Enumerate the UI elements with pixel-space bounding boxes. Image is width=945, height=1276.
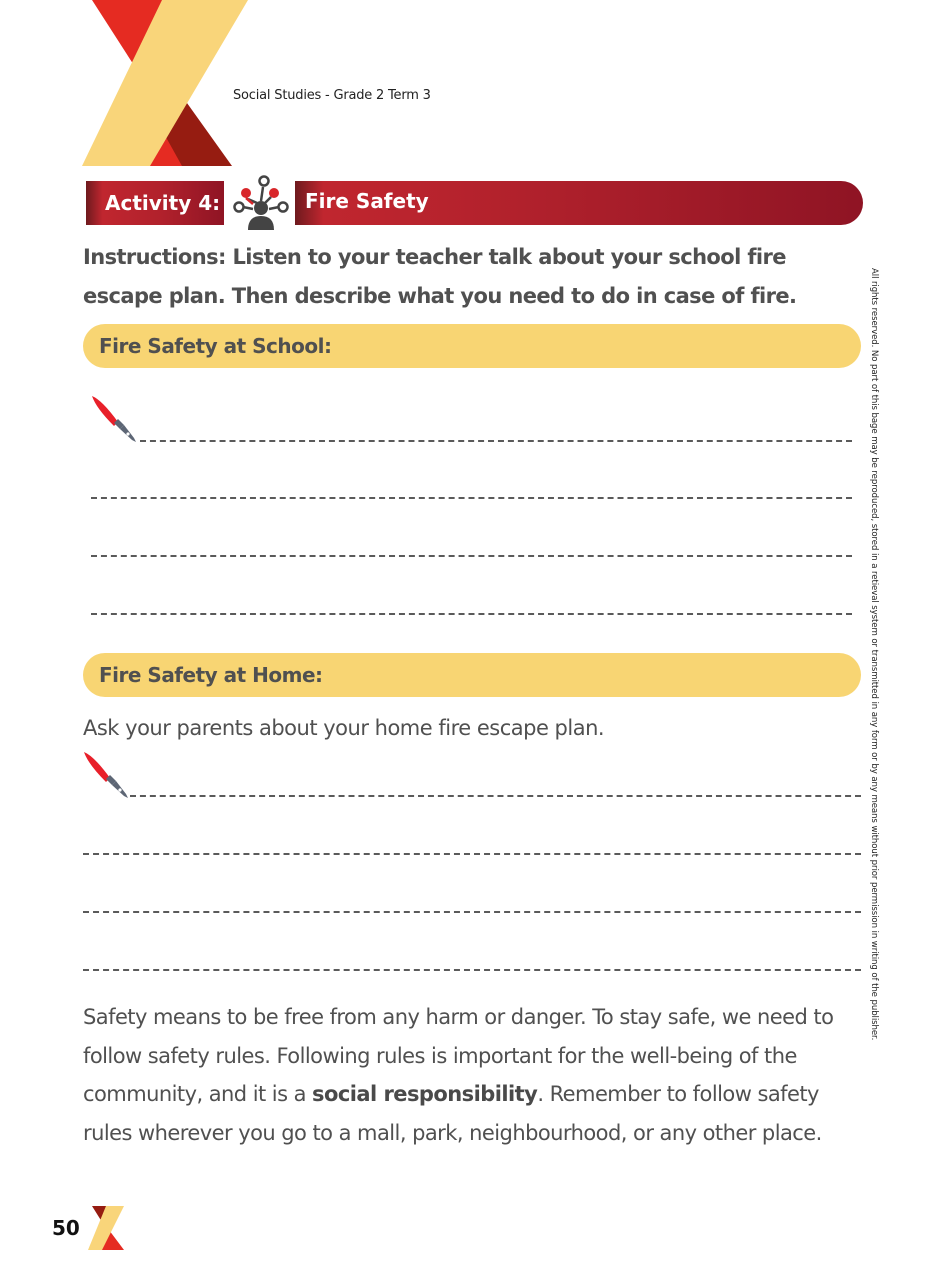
answer-line[interactable] (83, 969, 861, 971)
pen-icon (80, 748, 132, 800)
pen-icon (88, 392, 140, 444)
activity-title: Fire Safety (295, 181, 863, 225)
answer-line[interactable] (83, 911, 861, 913)
answer-line[interactable] (83, 853, 861, 855)
answer-line[interactable] (91, 613, 852, 615)
answer-line[interactable] (140, 440, 852, 442)
answer-line[interactable] (91, 497, 852, 499)
copyright-notice: All rights reserved. No part of this bage may be reproduced, stored in a retieval system or transmitted in any form or by any means without prior permission in writing of the publisher. (869, 268, 879, 1041)
bold-term: social responsibility (312, 1082, 538, 1106)
section-heading-school: Fire Safety at School: (83, 324, 861, 368)
section-heading-home: Fire Safety at Home: (83, 653, 861, 697)
paragraph-text: . Remember to follow safety rules wherever you go to a mall, park, neighbourhood, or any other place. (83, 1082, 822, 1145)
answer-line[interactable] (91, 555, 852, 557)
page-number: 50 (52, 1216, 80, 1240)
paragraph-text: Safety means to be free from any harm or danger. To stay safe, we need to follow safety rules. Following rules is important for the well-being of the community, and it is a (83, 1005, 834, 1106)
people-network-icon (231, 173, 291, 231)
safety-paragraph (83, 998, 873, 1152)
book-subtitle: Social Studies - Grade 2 Term 3 (233, 88, 431, 103)
brand-x-logo-small (88, 1206, 126, 1250)
home-prompt: Ask your parents about your home fire escape plan. (83, 716, 605, 740)
activity-label: Activity 4: (86, 181, 224, 225)
instructions-text: Instructions: Listen to your teacher talk about your school fire escape plan. Then describe what you need to do in case of fire. (83, 245, 797, 308)
answer-line[interactable] (130, 795, 861, 797)
brand-x-logo (82, 0, 252, 166)
